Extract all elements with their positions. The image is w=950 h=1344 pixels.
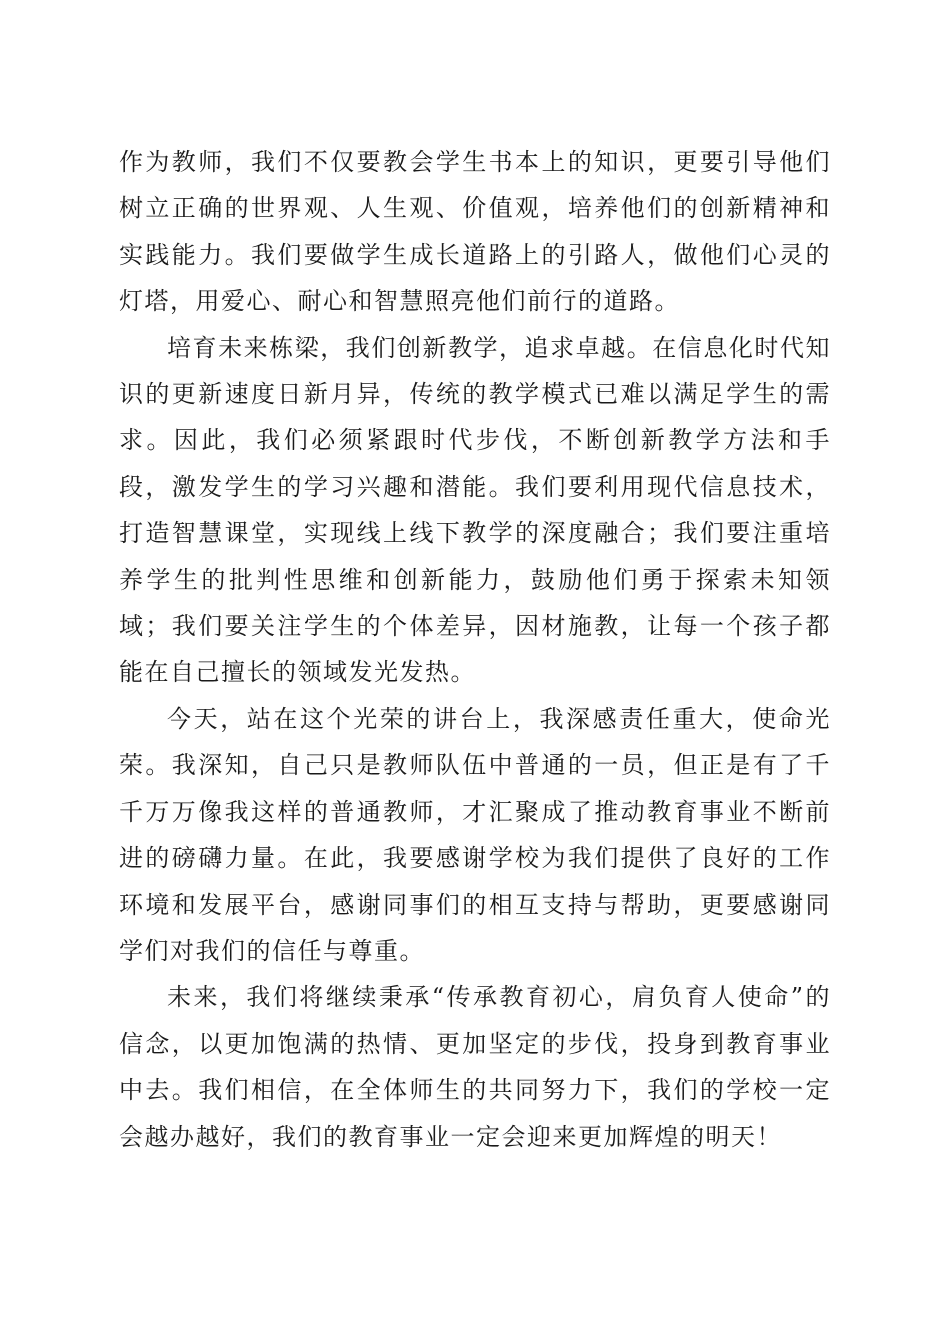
document-body	[119, 139, 831, 1160]
paragraph-future: 未来，我们将继续秉承“传承教育初心，肩负育人使命”的信念，以更加饱满的热情、更加坚定的步伐，投身到教育事业中去。我们相信，在全体师生的共同努力下，我们的学校一定会越办越好，我们的教育事业一定会迎来更加辉煌的明天！	[119, 983, 831, 1151]
paragraph-teacher-role: 作为教师，我们不仅要教会学生书本上的知识，更要引导他们树立正确的世界观、人生观、价值观，培养他们的创新精神和实践能力。我们要做学生成长道路上的引路人，做他们心灵的灯塔，用爱心、耐心和智慧照亮他们前行的道路。	[119, 148, 831, 316]
paragraph-innovative-teaching: 培育未来栋梁，我们创新教学，追求卓越。在信息化时代知识的更新速度日新月异，传统的教学模式已难以满足学生的需求。因此，我们必须紧跟时代步伐，不断创新教学方法和手段，激发学生的学习兴趣和潜能。我们要利用现代信息技术，打造智慧课堂，实现线上线下教学的深度融合；我们要注重培养学生的批判性思维和创新能力，鼓励他们勇于探索未知领域；我们要关注学生的个体差异，因材施教，让每一个孩子都能在自己擅长的领域发光发热。	[119, 333, 831, 687]
paragraph-gratitude: 今天，站在这个光荣的讲台上，我深感责任重大，使命光荣。我深知，自己只是教师队伍中普通的一员，但正是有了千千万万像我这样的普通教师，才汇聚成了推动教育事业不断前进的磅礴力量。在此，我要感谢学校为我们提供了良好的工作环境和发展平台，感谢同事们的相互支持与帮助，更要感谢同学们对我们的信任与尊重。	[119, 704, 831, 965]
